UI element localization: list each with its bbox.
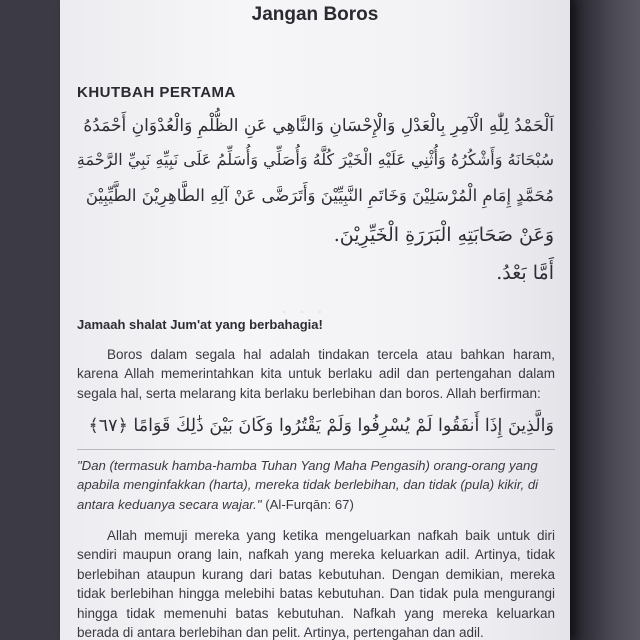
background-edge — [570, 0, 640, 640]
translation-reference: (Al-Furqān: 67) — [265, 496, 354, 512]
paragraph: Boros dalam segala hal adalah tindakan tercela atau bahkan haram, karena Allah memerintahkan kita untuk berlaku adil dan pertengahan dalam segala hal, serta melarang kita berlaku berlebihan dan boros. Allah berfirman: — [77, 347, 555, 401]
verse-translation — [77, 456, 549, 514]
arabic-line-4: وَعَنْ صَحَابَتِهِ الْبَرَرَةِ الْخَيِّرِيْنَ. — [333, 224, 554, 246]
divider — [77, 449, 555, 450]
paragraph: Allah memuji mereka yang ketika mengeluarkan nafkah baik untuk diri sendiri maupun orang lain, nafkah yang mereka keluarkan adil. Artinya, tidak berlebihan ataupun kurang dari batas kebutuhan. Dengan demikian, mereka tidak berlebihan hingga melebihi batas kebutuhan. Dan tidak pula mengurangi hingga tidak memenuhi batas kebutuhan. Nafkah yang mereka keluarkan berada di antara berlebihan dan pelit. Artinya, pertengahan dan adil. — [77, 528, 555, 640]
section-heading: KHUTBAH PERTAMA — [77, 84, 236, 101]
translation-text: "Dan (termasuk hamba-hamba Tuhan Yang Maha Pengasih) orang-orang yang apabila menginfakkan (harta), mereka tidak berlebihan, dan tidak (pula) kikir, di antara keduanya secara wajar." — [77, 458, 539, 512]
arabic-line-5: أَمَّا بَعْدُ. — [496, 262, 554, 284]
book-page — [60, 0, 570, 640]
arabic-line-1: اَلْحَمْدُ لِلّٰهِ الْآمِرِ بِالْعَدْلِ وَالْإِحْسَانِ وَالنَّاهِي عَنِ الظُّلْمِ وَالْعُدْوَانِ أَحْمَدُهُ — [83, 116, 554, 136]
quran-verse: وَالَّذِينَ إِذَا أَنفَقُوا لَمْ يُسْرِفُوا وَلَمْ يَقْتُرُوا وَكَانَ بَيْنَ ذَٰلِكَ قَوَامًا ﴿٦٧﴾ — [88, 416, 554, 436]
watermark: · · · — [282, 304, 327, 321]
arabic-line-2: سُبْحَانَهُ وَأَشْكُرُهُ وَأُثْنِي عَلَيْهِ الْخَيْرَ كُلَّهُ وَأُصَلِّي وَأُسَلِّمُ عَلَى نَبِيِّهِ نَبِيِّ الرَّحْمَةِ — [76, 150, 554, 169]
sub-heading: Jamaah shalat Jum'at yang berbahagia! — [77, 317, 323, 332]
page-title: Jangan Boros — [251, 4, 379, 25]
arabic-line-3: مُحَمَّدٍ إِمَامِ الْمُرْسَلِيْنَ وَخَاتَمِ النَّبِيِّيْنَ وَأَتَرَضَّى عَنْ آلِهِ الطَّاهِرِيْنَ الطَّيِّبِيْنَ — [85, 186, 554, 205]
